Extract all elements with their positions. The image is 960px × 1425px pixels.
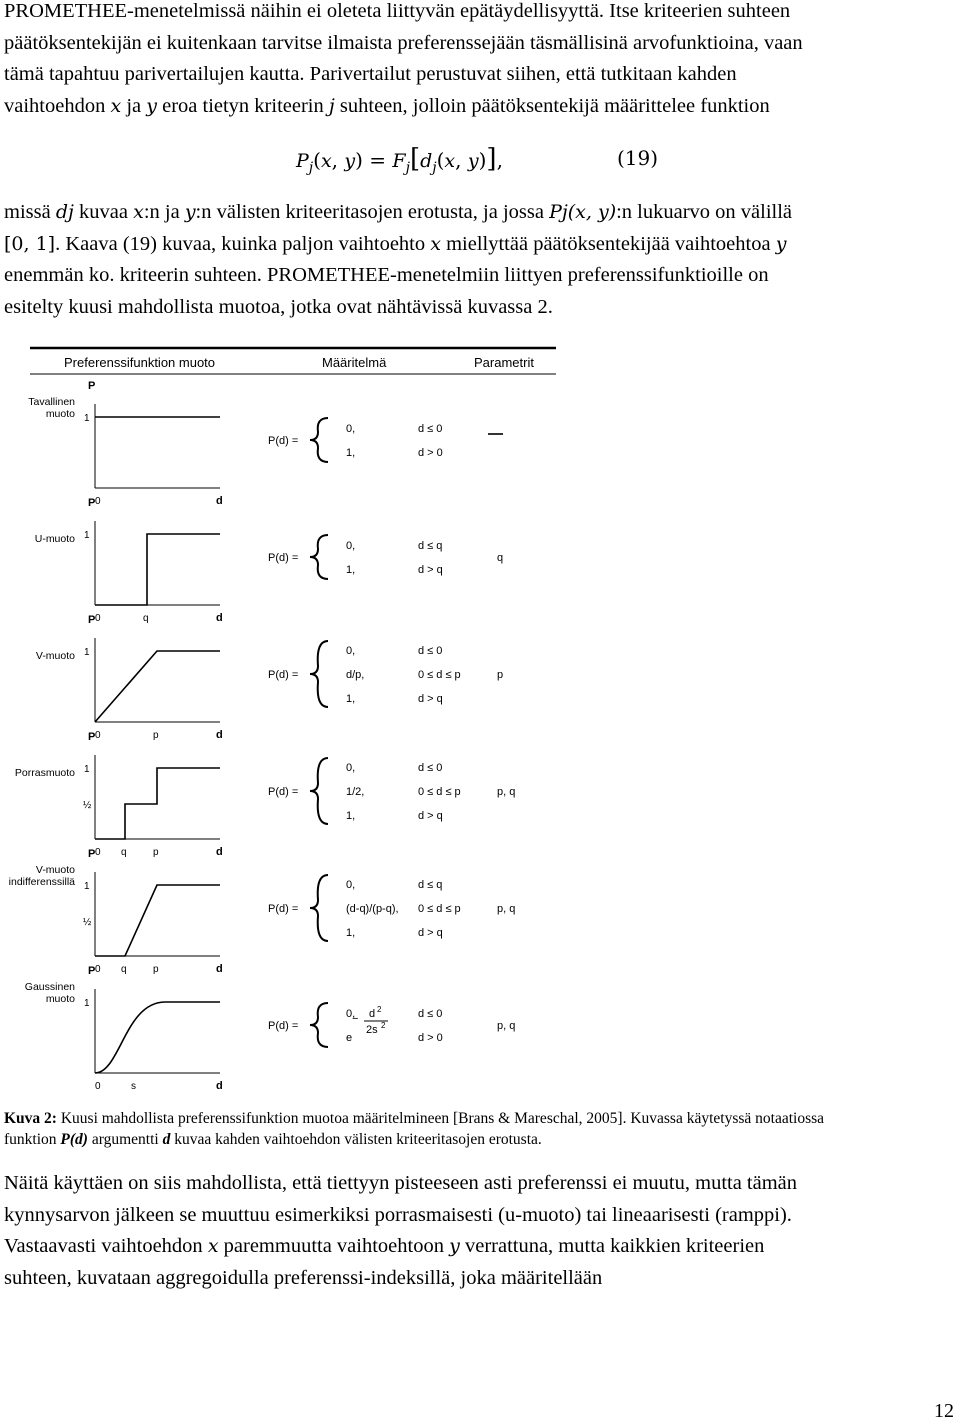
exponent-denominator: 2s [366,1024,378,1036]
case-condition: d ≤ 0 [418,423,443,435]
parameter-value: p, q [497,1020,516,1032]
axis-tick-1: 1 [84,413,90,424]
case-value: 0, [346,423,356,435]
text-line: PROMETHEE-menetelmissä näihin ei oleteta liittyvän epätäydellisyyttä. Itse kriteerien suhteen [4,0,791,22]
case-value: (d-q)/(p-q), [346,903,399,915]
case-condition: 0 ≤ d ≤ p [418,903,461,915]
equation-number: (19) [617,146,659,170]
case-value: e [346,1032,353,1044]
text-line: vaihtoehdon x ja y eroa tietyn kriteerin j suhteen, jolloin päätöksentekijä määrittelee funktion [4,94,770,117]
case-condition: d ≤ q [418,879,443,891]
paragraph-definition [4,197,954,323]
preference-curve [95,768,220,839]
axis-tick-1: 1 [84,881,90,892]
case-value: 0, [346,762,356,774]
case-condition: 0 ≤ d ≤ p [418,669,461,681]
axis-tick-0: 0 [95,964,101,975]
axis-label-p: P [88,614,96,626]
case-condition: d ≤ 0 [418,645,443,657]
axis-tick-0: 0 [95,730,101,741]
axis-label-d: d [216,495,223,507]
axis-tick-p: p [153,964,159,975]
definition-brace [310,641,328,707]
text-line: suhteen, kuvataan aggregoidulla preferenssi-indeksillä, joka määritellään [4,1266,603,1289]
text-line: päätöksentekijän ei kuitenkaan tarvitse ilmaista preferenssejään täsmällisinä arvofunktioina, vaan [4,31,803,54]
case-condition: d > 0 [418,1032,443,1044]
text-line: Näitä käyttäen on siis mahdollista, että tiettyyn pisteeseen asti preferenssi ei muutu, mutta tämän [4,1172,798,1194]
case-value: 1, [346,693,356,705]
case-condition: 0 ≤ d ≤ p [418,786,461,798]
axis-tick-s: s [131,1081,136,1092]
axis-label-d: d [216,729,223,741]
text-line: Vastaavasti vaihtoehdon x paremmuutta vaihtoehtoon y verrattuna, mutta kaikkien kriteerien [4,1235,765,1257]
definition-lhs: P(d) = [268,786,299,798]
axis-tick-p: p [153,730,159,741]
definition-brace [310,418,328,462]
axis-tick-p: p [153,847,159,858]
axis-tick-half: ½ [83,917,92,928]
page-number: 12 [934,1400,954,1422]
exponent-numerator: d [369,1008,376,1020]
figure-header-definition: Määritelmä [322,355,387,370]
definition-brace [310,535,328,579]
axis-tick-1: 1 [84,764,90,775]
axis-tick-q: q [121,847,127,858]
text-line: missä dj kuvaa x:n ja y:n välisten kriteeritasojen erotusta, ja jossa Pj(x, y):n lukuarvo on välillä [4,201,793,223]
paragraph-intro [4,0,954,122]
axis-label-p: P [88,497,96,509]
case-value: 0, [346,879,356,891]
case-value: 1, [346,564,356,576]
axis-tick-0: 0 [95,847,101,858]
definition-lhs: P(d) = [268,669,299,681]
text-line: enemmän ko. kriteerin suhteen. PROMETHEE-menetelmiin liittyen preferenssifunktioille on [4,264,769,286]
row-label: Porrasmuoto [14,767,75,779]
row-label: V-muoto [35,864,75,876]
definition-lhs: P(d) = [268,552,299,564]
case-condition: d ≤ 0 [418,1008,443,1020]
paragraph-conclusion [4,1168,954,1294]
axis-tick-half: ½ [83,800,92,811]
text-line: kynnysarvon jälkeen se muuttuu esimerkiksi porrasmaisesti (u-muoto) tai lineaarisesti (ramppi). [4,1203,792,1226]
parameter-value: — [488,434,489,435]
axis-tick-q: q [121,964,127,975]
axis-label-p: P [88,380,96,392]
definition-brace [310,758,328,824]
row-label: muoto [45,408,75,420]
case-condition: d ≤ q [418,540,443,552]
row-label: Tavallinen [28,396,75,408]
parameter-value: p [497,669,504,681]
parameter-value: p, q [497,786,516,798]
figure-caption: Kuva 2: Kuusi mahdollista preferenssifunktion muotoa määritelmineen [Brans & Mareschal, 2005]. Kuvassa käytetyssä notaatiossa funktion P(d) argumentti d kuvaa kahden vaihtoehdon välisten kriteeritasojen erotusta. [4,1110,825,1148]
definition-lhs: P(d) = [268,435,299,447]
definition-lhs: P(d) = [268,903,299,915]
figure-header-parameters: Parametrit [474,355,534,370]
exponent-square: 2 [377,1005,382,1014]
axis-label-d: d [216,846,223,858]
row-label: Gaussinen [24,981,75,993]
case-value: 1, [346,447,356,459]
axis-tick-q: q [143,613,149,624]
case-condition: d > q [418,810,443,822]
text-line: tämä tapahtuu parivertailujen kautta. Parivertailut perustuvat siihen, että tutkitaan kahden [4,63,737,85]
axis-tick-1: 1 [84,530,90,541]
axis-tick-1: 1 [84,998,90,1009]
figure-header-shape: Preferenssifunktion muoto [64,355,216,370]
case-value: 1/2, [346,786,365,798]
axis-tick-1: 1 [84,647,90,658]
equation-19: $P_j(x$, $y) = F_j[d_j(x$, y)], [296,144,503,176]
case-condition: d > q [418,927,443,939]
case-condition: d ≤ 0 [418,762,443,774]
parameter-value: p, q [497,903,516,915]
axis-label-d: d [216,963,223,975]
caption-label: Kuva 2: [4,1110,57,1127]
text-line: [0, 1]. Kaava (19) kuvaa, kuinka paljon vaihtoehto x miellyttää päätöksentekijää vaihtoehtoa y [4,232,787,255]
preference-function-figure [0,340,960,1095]
preference-curve [95,885,220,956]
preference-curve [95,1002,220,1073]
case-condition: d > q [418,693,443,705]
axis-tick-0: 0 [95,613,101,624]
case-value: 1, [346,810,356,822]
axis-label-p: P [88,848,96,860]
row-label: U-muoto [34,533,75,545]
exponent-minus: − [352,1013,359,1025]
axis-label-d: d [216,1080,223,1092]
axis-label-p: P [88,965,96,977]
axis-label-p: P [88,731,96,743]
axis-tick-0: 0 [95,1081,101,1092]
preference-curve [95,534,220,605]
case-value: 0, [346,645,356,657]
case-value: 0, [346,540,356,552]
definition-lhs: P(d) = [268,1020,299,1032]
axis-label-d: d [216,612,223,624]
row-label: muoto [45,993,75,1005]
definition-brace [310,1003,328,1047]
definition-brace [310,875,328,941]
preference-curve [95,651,220,722]
case-value: 1, [346,927,356,939]
text-line: esitelty kuusi mahdollista muotoa, jotka ovat nähtävissä kuvassa 2. [4,295,553,318]
case-value: 0, [346,1008,356,1020]
axis-tick-0: 0 [95,496,101,507]
exponent-square: 2 [381,1021,386,1030]
case-condition: d > q [418,564,443,576]
case-condition: d > 0 [418,447,443,459]
row-label: indifferenssillä [8,876,75,888]
row-label: V-muoto [35,650,75,662]
case-value: d/p, [346,669,365,681]
parameter-value: q [497,552,504,564]
